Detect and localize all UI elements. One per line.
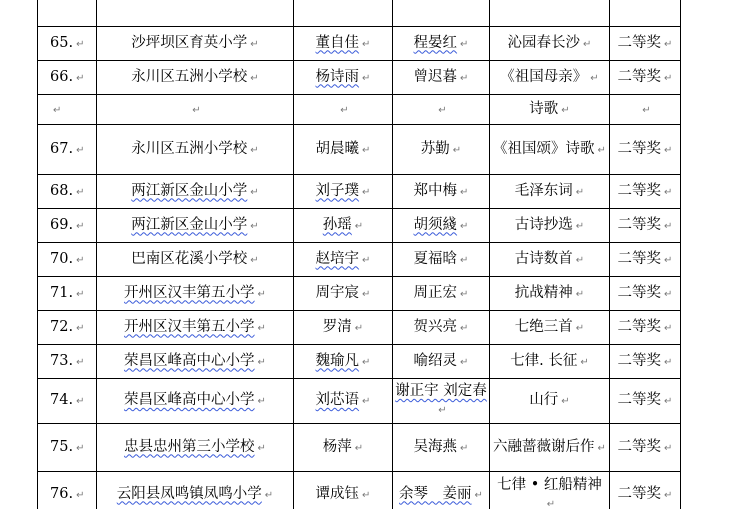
cell-end-mark: ↵ <box>250 38 259 50</box>
school-name: 两江新区金山小学 <box>131 216 248 233</box>
cell-end-mark: ↵ <box>76 489 85 501</box>
row-number-cell <box>38 243 97 277</box>
work-title-cell <box>490 209 610 243</box>
student-name: 杨萍 <box>322 438 352 455</box>
cell-end-mark: ↵ <box>580 356 589 368</box>
cell-end-mark: ↵ <box>250 220 259 232</box>
work-title: 七律 • 红船精神 <box>497 476 602 493</box>
cell-end-mark: ↵ <box>362 489 371 501</box>
cell-end-mark: ↵ <box>664 38 673 50</box>
work-title: 抗战精神 <box>514 284 573 301</box>
teacher-name-cell <box>393 424 490 472</box>
award-level-cell <box>610 27 681 61</box>
row-number: 70. <box>50 250 74 267</box>
cell-end-mark: ↵ <box>53 104 62 116</box>
cell-end-mark: ↵ <box>76 38 85 50</box>
school-name-cell <box>97 243 294 277</box>
cell-end-mark: ↵ <box>76 254 85 266</box>
school-name-cell <box>97 277 294 311</box>
cell-end-mark: ↵ <box>597 144 606 156</box>
table-row <box>38 61 681 95</box>
cell-end-mark: ↵ <box>438 104 447 116</box>
cell-end-mark: ↵ <box>76 396 85 407</box>
cell-end-mark: ↵ <box>362 396 371 407</box>
school-name-cell <box>97 345 294 379</box>
award-level-cell <box>610 345 681 379</box>
row-number: 74. <box>50 392 74 408</box>
table-row <box>38 125 681 175</box>
student-name: 孙瑶 <box>322 216 352 233</box>
work-title-cell <box>490 125 610 175</box>
cell-end-mark: ↵ <box>76 442 85 454</box>
table-row <box>38 175 681 209</box>
work-title-cell <box>490 175 610 209</box>
student-name: 周宇宸 <box>315 284 360 301</box>
award-table <box>37 0 681 509</box>
cell-end-mark: ↵ <box>664 322 673 334</box>
table-row <box>38 27 681 61</box>
teacher-name: 喻绍灵 <box>413 352 458 369</box>
school-name: 开州区汉丰第五小学 <box>124 284 255 301</box>
cell-end-mark: ↵ <box>354 322 364 334</box>
table-row <box>38 345 681 379</box>
cell-end-mark: ↵ <box>664 356 673 368</box>
teacher-name-cell <box>393 175 490 209</box>
cell-end-mark: ↵ <box>664 186 673 198</box>
teacher-name: 曾迟暮 <box>413 68 458 85</box>
teacher-name-cell <box>393 95 490 125</box>
row-number-cell <box>38 277 97 311</box>
cell-end-mark: ↵ <box>76 356 85 368</box>
cell-end-mark: ↵ <box>362 356 371 368</box>
cell-end-mark: ↵ <box>460 442 469 454</box>
cell-end-mark: ↵ <box>664 396 673 407</box>
cell-end-mark: ↵ <box>664 288 673 300</box>
teacher-name-cell <box>393 472 490 509</box>
student-name-cell <box>294 424 393 472</box>
work-title-cell <box>490 277 610 311</box>
cell-end-mark: ↵ <box>257 356 266 368</box>
cell-end-mark: ↵ <box>474 489 483 501</box>
work-title: 沁园春长沙 <box>507 34 581 51</box>
work-title: 山行 <box>529 392 559 408</box>
row-number-cell <box>38 95 97 125</box>
row-number-cell <box>38 27 97 61</box>
cell-end-mark: ↵ <box>460 38 469 50</box>
cell-end-mark: ↵ <box>460 288 469 300</box>
award-level: 二等奖 <box>617 284 662 301</box>
school-name: 忠县忠州第三小学校 <box>124 438 255 455</box>
table-row <box>38 424 681 472</box>
student-name-cell <box>294 379 393 424</box>
cell-end-mark: ↵ <box>460 356 469 368</box>
cell-end-mark: ↵ <box>583 38 592 50</box>
work-title-cell <box>490 424 610 472</box>
work-title: 古诗抄选 <box>514 216 573 233</box>
award-level-cell <box>610 125 681 175</box>
teacher-name: 谢正宇 刘定春 <box>395 383 487 399</box>
cell-end-mark: ↵ <box>460 220 469 232</box>
award-level: 二等奖 <box>617 182 662 199</box>
work-title-cell <box>490 243 610 277</box>
award-level-cell <box>610 424 681 472</box>
row-number: 73. <box>50 352 74 369</box>
cell-end-mark: ↵ <box>664 442 673 454</box>
teacher-name-cell <box>393 277 490 311</box>
row-number-cell <box>38 472 97 509</box>
school-name-cell <box>97 379 294 424</box>
student-name: 魏瑜凡 <box>315 352 360 369</box>
student-name: 赵培宇 <box>315 250 360 267</box>
cell-end-mark: ↵ <box>257 442 266 454</box>
cell-end-mark: ↵ <box>250 186 259 198</box>
cell-end-mark: ↵ <box>575 220 585 232</box>
cell-end-mark: ↵ <box>575 288 585 300</box>
student-name-cell <box>294 95 393 125</box>
row-number-cell <box>38 424 97 472</box>
work-title-cell <box>490 95 610 125</box>
school-name: 荣昌区峰高中心小学 <box>124 392 255 408</box>
row-number: 75. <box>50 438 74 455</box>
award-level: 二等奖 <box>617 250 662 267</box>
cell-end-mark: ↵ <box>452 144 462 156</box>
school-name-cell <box>97 125 294 175</box>
row-number: 68. <box>50 182 74 199</box>
row-number-cell <box>38 345 97 379</box>
award-level: 二等奖 <box>617 140 662 157</box>
cell-end-mark: ↵ <box>340 104 349 116</box>
cell-end-mark: ↵ <box>76 322 85 334</box>
teacher-name-cell <box>393 125 490 175</box>
row-number: 67. <box>50 140 74 157</box>
award-level: 二等奖 <box>617 216 662 233</box>
row-number-cell <box>38 379 97 424</box>
work-title: 《祖国颂》诗歌 <box>493 140 595 157</box>
cell-end-mark: ↵ <box>642 104 651 116</box>
teacher-name-cell <box>393 379 490 424</box>
cell-end-mark: ↵ <box>561 104 570 116</box>
student-name: 杨诗雨 <box>315 68 360 85</box>
teacher-name: 郑中梅 <box>413 182 458 199</box>
work-title: 《祖国母亲》 <box>500 68 588 85</box>
student-name: 谭成钰 <box>315 485 360 502</box>
cell-end-mark: ↵ <box>362 72 371 84</box>
school-name: 两江新区金山小学 <box>131 182 248 199</box>
row-number-cell <box>38 61 97 95</box>
work-title-cell <box>490 311 610 345</box>
cell-end-mark: ↵ <box>362 38 371 50</box>
table-row <box>38 243 681 277</box>
cell-end-mark: ↵ <box>575 186 585 198</box>
row-number: 72. <box>50 318 74 335</box>
award-level-cell <box>610 95 681 125</box>
cell-end-mark: ↵ <box>460 72 469 84</box>
work-title-cell <box>490 472 610 509</box>
cell-end-mark: ↵ <box>257 288 266 300</box>
table-row <box>38 209 681 243</box>
cell-end-mark: ↵ <box>264 489 274 501</box>
cell-end-mark: ↵ <box>76 288 85 300</box>
cell-end-mark: ↵ <box>354 442 364 454</box>
cell-end-mark: ↵ <box>76 144 85 156</box>
award-level-cell <box>610 61 681 95</box>
school-name-cell <box>97 209 294 243</box>
work-title: 七律. 长征 <box>510 352 578 369</box>
work-title: 毛泽东词 <box>514 182 573 199</box>
work-title-cell <box>490 379 610 424</box>
cell-end-mark: ↵ <box>575 322 585 334</box>
work-title: 六融蔷薇谢后作 <box>493 438 595 455</box>
cell-end-mark: ↵ <box>597 442 606 454</box>
teacher-name-cell <box>393 243 490 277</box>
table-row <box>38 95 681 125</box>
school-name-cell <box>97 27 294 61</box>
cell-end-mark: ↵ <box>590 72 599 84</box>
teacher-name-cell <box>393 61 490 95</box>
award-table-body <box>38 0 681 509</box>
student-name: 董自佳 <box>315 34 360 51</box>
row-number: 71. <box>50 284 74 301</box>
award-level: 二等奖 <box>617 485 662 502</box>
school-name-cell <box>97 61 294 95</box>
school-name-cell <box>97 311 294 345</box>
student-name-cell <box>294 243 393 277</box>
table-row <box>38 277 681 311</box>
work-title-cell <box>490 27 610 61</box>
cell-end-mark: ↵ <box>362 254 371 266</box>
school-name-cell <box>97 472 294 509</box>
cell-end-mark: ↵ <box>460 322 469 334</box>
teacher-name-cell <box>393 27 490 61</box>
teacher-name: 周正宏 <box>413 284 458 301</box>
school-name: 永川区五洲小学校 <box>131 68 248 85</box>
student-name-cell <box>294 472 393 509</box>
school-name-cell <box>97 175 294 209</box>
award-level: 二等奖 <box>617 392 662 408</box>
row-number: 66. <box>50 68 74 85</box>
row-number-cell <box>38 311 97 345</box>
teacher-name: 程晏红 <box>413 34 458 51</box>
table-row <box>38 311 681 345</box>
cell-end-mark: ↵ <box>354 220 364 232</box>
cell-end-mark: ↵ <box>664 72 673 84</box>
work-title-cell <box>490 61 610 95</box>
school-name: 沙坪坝区育英小学 <box>131 34 248 51</box>
work-title: 古诗数首 <box>514 250 573 267</box>
award-level-cell <box>610 472 681 509</box>
student-name: 胡晨曦 <box>315 140 360 157</box>
work-title: 七绝三首 <box>514 318 573 335</box>
work-title-cell <box>490 345 610 379</box>
student-name-cell <box>294 125 393 175</box>
student-name-cell <box>294 61 393 95</box>
cell-end-mark: ↵ <box>76 186 85 198</box>
school-name: 永川区五洲小学校 <box>131 140 248 157</box>
cell-end-mark: ↵ <box>575 254 585 266</box>
cell-end-mark: ↵ <box>250 72 259 84</box>
cell-end-mark: ↵ <box>664 254 673 266</box>
teacher-name-cell <box>393 345 490 379</box>
row-number-cell <box>38 175 97 209</box>
row-number: 76. <box>50 485 74 502</box>
cell-end-mark: ↵ <box>362 186 371 198</box>
award-level-cell <box>610 379 681 424</box>
school-name: 开州区汉丰第五小学 <box>124 318 255 335</box>
cell-end-mark: ↵ <box>250 254 259 266</box>
award-level: 二等奖 <box>617 318 662 335</box>
cell-end-mark: ↵ <box>460 254 469 266</box>
table-row <box>38 472 681 509</box>
row-number: 69. <box>50 216 74 233</box>
school-name-cell <box>97 95 294 125</box>
student-name-cell <box>294 277 393 311</box>
student-name-cell <box>294 27 393 61</box>
student-name-cell <box>294 345 393 379</box>
student-name: 刘芯语 <box>315 392 360 408</box>
student-name-cell <box>294 209 393 243</box>
award-level-cell <box>610 277 681 311</box>
cell-end-mark: ↵ <box>561 396 570 407</box>
row-number-cell <box>38 125 97 175</box>
cell-end-mark: ↵ <box>362 288 371 300</box>
cell-end-mark: ↵ <box>664 220 673 232</box>
teacher-name-cell <box>393 311 490 345</box>
award-level-cell <box>610 311 681 345</box>
school-name: 巴南区花溪小学校 <box>131 250 248 267</box>
work-title: 诗歌 <box>529 100 559 117</box>
cell-end-mark: ↵ <box>257 322 266 334</box>
cell-end-mark: ↵ <box>257 396 266 407</box>
teacher-name: 吴海燕 <box>413 438 458 455</box>
teacher-name: 胡须綫 <box>413 216 458 233</box>
school-name: 云阳县凤鸣镇凤鸣小学 <box>116 485 262 502</box>
cell-end-mark: ↵ <box>192 104 201 116</box>
award-level-cell <box>610 243 681 277</box>
teacher-name-cell <box>393 209 490 243</box>
award-level: 二等奖 <box>617 352 662 369</box>
award-level: 二等奖 <box>617 438 662 455</box>
table-row-partial <box>38 0 681 27</box>
teacher-name: 贺兴亮 <box>413 318 458 335</box>
cell-end-mark: ↵ <box>362 144 371 156</box>
cell-end-mark: ↵ <box>438 405 447 416</box>
student-name: 刘子璞 <box>315 182 360 199</box>
cell-end-mark: ↵ <box>664 489 673 501</box>
student-name-cell <box>294 175 393 209</box>
cell-end-mark: ↵ <box>546 498 556 509</box>
row-number-cell <box>38 209 97 243</box>
cell-end-mark: ↵ <box>460 186 469 198</box>
school-name: 荣昌区峰高中心小学 <box>124 352 255 369</box>
cell-end-mark: ↵ <box>76 72 85 84</box>
school-name-cell <box>97 424 294 472</box>
award-level-cell <box>610 209 681 243</box>
cell-end-mark: ↵ <box>250 144 259 156</box>
award-level: 二等奖 <box>617 34 662 51</box>
cell-end-mark: ↵ <box>664 144 673 156</box>
table-row <box>38 379 681 424</box>
student-name-cell <box>294 311 393 345</box>
student-name: 罗清 <box>322 318 352 335</box>
cell-end-mark: ↵ <box>76 220 85 232</box>
teacher-name: 余琴 姜丽 <box>399 485 472 502</box>
award-level: 二等奖 <box>617 68 662 85</box>
teacher-name: 苏勤 <box>420 140 450 157</box>
teacher-name: 夏福晗 <box>413 250 458 267</box>
row-number: 65. <box>50 34 74 51</box>
award-level-cell <box>610 175 681 209</box>
